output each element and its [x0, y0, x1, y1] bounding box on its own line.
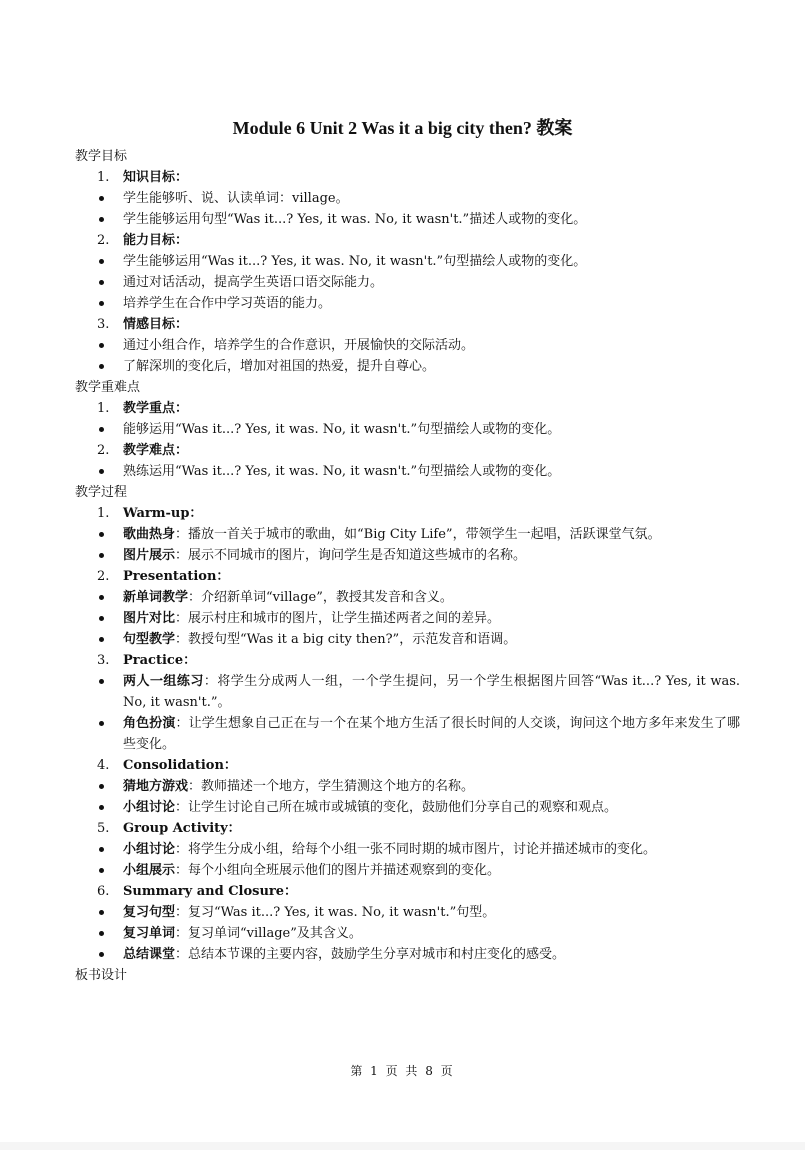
bullet-item	[75, 356, 740, 377]
bullet-text: ：教师描述一个地方，学生猜测这个地方的名称。	[188, 779, 475, 794]
numbered-item	[75, 755, 740, 776]
bullet-text: ：复习单词“village”及其含义。	[175, 926, 362, 941]
item-number: 2.	[97, 443, 110, 458]
bullet-list	[75, 461, 740, 482]
section	[75, 965, 740, 986]
bullet-item	[75, 251, 740, 272]
bullet-dot-icon	[99, 427, 104, 432]
item-title: Presentation：	[123, 569, 230, 584]
bullet-dot-icon	[99, 595, 104, 600]
bullet-item	[75, 776, 740, 797]
bullet-list	[75, 902, 740, 965]
bullet-list	[75, 776, 740, 818]
bullet-list	[75, 251, 740, 314]
numbered-item	[75, 503, 740, 524]
bullet-item	[75, 902, 740, 923]
bullet-dot-icon	[99, 721, 104, 726]
numbered-item	[75, 818, 740, 839]
bullet-dot-icon	[99, 805, 104, 810]
bullet-dot-icon	[99, 847, 104, 852]
bullet-text: ：让学生讨论自己所在城市或城镇的变化，鼓励他们分享自己的观察和观点。	[175, 800, 618, 815]
item-title: 教学重点：	[123, 401, 189, 416]
numbered-item	[75, 167, 740, 188]
item-title: Consolidation：	[123, 758, 237, 773]
bullet-item	[75, 671, 740, 713]
numbered-item	[75, 881, 740, 902]
bullet-dot-icon	[99, 301, 104, 306]
bullet-term: 复习句型	[123, 905, 176, 920]
item-number: 1.	[97, 401, 110, 416]
item-title: Practice：	[123, 653, 197, 668]
bullet-text: 了解深圳的变化后，增加对祖国的热爱，提升自尊心。	[123, 359, 436, 374]
bullet-item	[75, 839, 740, 860]
bullet-item	[75, 713, 740, 755]
bullet-item	[75, 188, 740, 209]
item-title: 教学难点：	[123, 443, 189, 458]
bullet-text: ：将学生分成小组，给每个小组一张不同时期的城市图片，讨论并描述城市的变化。	[175, 842, 657, 857]
bullet-dot-icon	[99, 679, 104, 684]
item-number: 3.	[97, 653, 110, 668]
bullet-dot-icon	[99, 910, 104, 915]
bullet-dot-icon	[99, 196, 104, 201]
bullet-dot-icon	[99, 616, 104, 621]
bullet-dot-icon	[99, 952, 104, 957]
numbered-item	[75, 398, 740, 419]
bullet-item	[75, 293, 740, 314]
numbered-item	[75, 566, 740, 587]
bullet-item	[75, 545, 740, 566]
bullet-dot-icon	[99, 259, 104, 264]
bullet-item	[75, 419, 740, 440]
bullet-text: ：让学生想象自己正在与一个在某个地方生活了很长时间的人交谈，询问这个地方多年来发生了哪些变化。	[123, 716, 740, 752]
bullet-dot-icon	[99, 784, 104, 789]
bullet-text: 通过小组合作，培养学生的合作意识，开展愉快的交际活动。	[123, 338, 475, 353]
bullet-text: ：将学生分成两人一组，一个学生提问，另一个学生根据图片回答“Was it...? Yes, it was. No, it wasn't.”。	[123, 674, 740, 710]
bullet-text: 能够运用“Was it...? Yes, it was. No, it wasn't.”句型描绘人或物的变化。	[123, 422, 561, 437]
bullet-dot-icon	[99, 931, 104, 936]
bullet-dot-icon	[99, 637, 104, 642]
numbered-item	[75, 230, 740, 251]
item-number: 4.	[97, 758, 110, 773]
numbered-item	[75, 650, 740, 671]
bullet-dot-icon	[99, 532, 104, 537]
bullet-dot-icon	[99, 280, 104, 285]
bullet-term: 图片展示	[123, 548, 176, 563]
item-number: 1.	[97, 170, 110, 185]
bullet-term: 复习单词	[123, 926, 176, 941]
bullet-item	[75, 629, 740, 650]
bullet-dot-icon	[99, 553, 104, 558]
section	[75, 482, 740, 965]
bullet-term: 新单词教学	[123, 590, 189, 605]
bullet-text: 学生能够运用“Was it...? Yes, it was. No, it wasn't.”句型描绘人或物的变化。	[123, 254, 587, 269]
bullet-text: ：每个小组向全班展示他们的图片并描述观察到的变化。	[175, 863, 501, 878]
bullet-list	[75, 524, 740, 566]
bullet-item	[75, 461, 740, 482]
bullet-text: ：总结本节课的主要内容，鼓励学生分享对城市和村庄变化的感受。	[175, 947, 566, 962]
item-number: 1.	[97, 506, 110, 521]
bullet-text: 培养学生在合作中学习英语的能力。	[123, 296, 332, 311]
section-heading: 板书设计	[75, 968, 128, 983]
bullet-term: 小组讨论	[123, 842, 176, 857]
section	[75, 377, 740, 482]
bullet-item	[75, 860, 740, 881]
item-title: Warm-up：	[123, 506, 203, 521]
item-title: 知识目标：	[123, 170, 189, 185]
bullet-item	[75, 209, 740, 230]
bullet-term: 总结课堂	[123, 947, 176, 962]
item-number: 2.	[97, 569, 110, 584]
bullet-text: ：复习“Was it...? Yes, it was. No, it wasn't.”句型。	[175, 905, 496, 920]
bullet-term: 两人一组练习	[123, 674, 204, 689]
bullet-text: ：展示村庄和城市的图片，让学生描述两者之间的差异。	[175, 611, 501, 626]
bullet-item	[75, 524, 740, 545]
bullet-text: 学生能够运用句型“Was it...? Yes, it was. No, it wasn't.”描述人或物的变化。	[123, 212, 587, 227]
bullet-term: 小组展示	[123, 863, 176, 878]
section-heading: 教学目标	[75, 149, 128, 164]
item-number: 3.	[97, 317, 110, 332]
bullet-term: 歌曲热身	[123, 527, 176, 542]
bullet-text: ：展示不同城市的图片，询问学生是否知道这些城市的名称。	[175, 548, 527, 563]
bullet-text: 学生能够听、说、认读单词：village。	[123, 191, 349, 206]
item-title: Group Activity：	[123, 821, 241, 836]
item-number: 5.	[97, 821, 110, 836]
numbered-item	[75, 440, 740, 461]
numbered-item	[75, 314, 740, 335]
bullet-text: ：介绍新单词“village”，教授其发音和含义。	[188, 590, 453, 605]
section-heading: 教学过程	[75, 485, 128, 500]
bullet-term: 角色扮演	[123, 716, 176, 731]
bullet-dot-icon	[99, 343, 104, 348]
item-title: 能力目标：	[123, 233, 189, 248]
bullet-list	[75, 419, 740, 440]
item-title: Summary and Closure：	[123, 884, 298, 899]
bullet-dot-icon	[99, 364, 104, 369]
bullet-dot-icon	[99, 868, 104, 873]
item-number: 6.	[97, 884, 110, 899]
bullet-list	[75, 587, 740, 650]
bullet-term: 猜地方游戏	[123, 779, 189, 794]
section-heading: 教学重难点	[75, 380, 141, 395]
section	[75, 146, 740, 377]
item-title: 情感目标：	[123, 317, 189, 332]
bullet-list	[75, 335, 740, 377]
bullet-dot-icon	[99, 469, 104, 474]
bullet-item	[75, 272, 740, 293]
bullet-list	[75, 671, 740, 755]
bullet-text: ：教授句型“Was it a big city then?”，示范发音和语调。	[175, 632, 517, 647]
document-title: Module 6 Unit 2 Was it a big city then? 教案	[232, 118, 573, 138]
bullet-item	[75, 587, 740, 608]
bullet-text: ：播放一首关于城市的歌曲，如“Big City Life”，带领学生一起唱，活跃课堂气氛。	[175, 527, 661, 542]
bullet-term: 小组讨论	[123, 800, 176, 815]
bullet-item	[75, 944, 740, 965]
bullet-term: 图片对比	[123, 611, 176, 626]
bullet-item	[75, 608, 740, 629]
page-footer: 第 1 页 共 8 页	[350, 1064, 455, 1078]
bullet-text: 熟练运用“Was it...? Yes, it was. No, it wasn't.”句型描绘人或物的变化。	[123, 464, 561, 479]
bullet-term: 句型教学	[123, 632, 176, 647]
document-body	[75, 146, 740, 986]
bullet-item	[75, 335, 740, 356]
bullet-item	[75, 797, 740, 818]
bullet-list	[75, 839, 740, 881]
item-number: 2.	[97, 233, 110, 248]
bullet-dot-icon	[99, 217, 104, 222]
bullet-list	[75, 188, 740, 230]
bullet-item	[75, 923, 740, 944]
bullet-text: 通过对话活动，提高学生英语口语交际能力。	[123, 275, 384, 290]
